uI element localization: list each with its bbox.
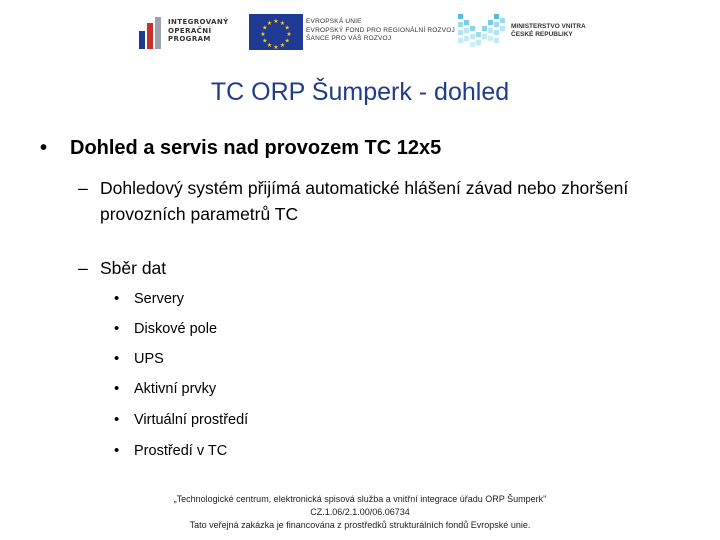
eu-logo-text: EVROPSKÁ UNIE EVROPSKÝ FOND PRO REGIONÁLNÍ ROZVOJ ŠANCE PRO VÁŠ ROZVOJ [306,18,455,43]
svg-text:★: ★ [260,31,266,38]
svg-text:★: ★ [273,18,279,25]
list-item-text: Virtuální prostředí [134,412,249,428]
svg-text:★: ★ [266,42,273,50]
dash-icon: – [78,178,88,198]
bullet-icon: • [114,442,120,459]
bullet-icon: • [114,380,120,397]
svg-text:★: ★ [262,37,268,45]
sub-item-text: Sběr dat [100,258,167,278]
footer-note: „Technologické centrum, elektronická spisová služba a vnitřní integrace úřadu ORP Šumperk" CZ.1.06/2.1.00/06.06734 Tato veřejná zakázka je financována z prostředků strukturálních fondů Evropské unie. [173,494,547,530]
iop-logo [136,14,232,54]
svg-text:★: ★ [279,19,286,27]
bullet-icon: • [114,290,120,307]
ministry-logo-text: MINISTERSTVO VNITRA ČESKÉ REPUBLIKY [511,23,586,39]
bullet-icon: • [114,350,120,367]
svg-text:★: ★ [284,37,290,45]
bullet-icon: • [114,411,120,428]
svg-text:★: ★ [262,24,268,32]
svg-text:★: ★ [279,42,286,50]
list-item-text: Aktivní prvky [134,381,217,397]
logo-bar [136,10,596,56]
eu-flag-icon [249,14,303,50]
svg-text:★: ★ [273,44,279,50]
bullet-icon: • [114,320,120,337]
svg-text:★: ★ [286,31,292,38]
list-item-text: UPS [134,351,164,367]
svg-text:★: ★ [284,24,290,32]
list-item-text: Diskové pole [134,321,218,337]
dash-icon: – [78,258,88,278]
list-item-text: Servery [134,291,184,307]
list-item-text: Prostředí v TC [134,443,228,459]
main-bullet-text: Dohled a servis nad provozem TC 12x5 [70,137,442,159]
sub-item-text: Dohledový systém přijímá automatické hlášení závad nebo zhoršení provozních parametrů TC [100,178,629,224]
svg-text:★: ★ [266,19,273,27]
iop-mark-icon [139,17,163,49]
iop-logo-text: INTEGROVANÝ OPERAČNÍ PROGRAM [168,18,229,44]
ministry-mark-icon [458,12,508,52]
bullet-icon: • [40,137,48,159]
slide-title: TC ORP Šumperk - dohled [210,78,510,106]
